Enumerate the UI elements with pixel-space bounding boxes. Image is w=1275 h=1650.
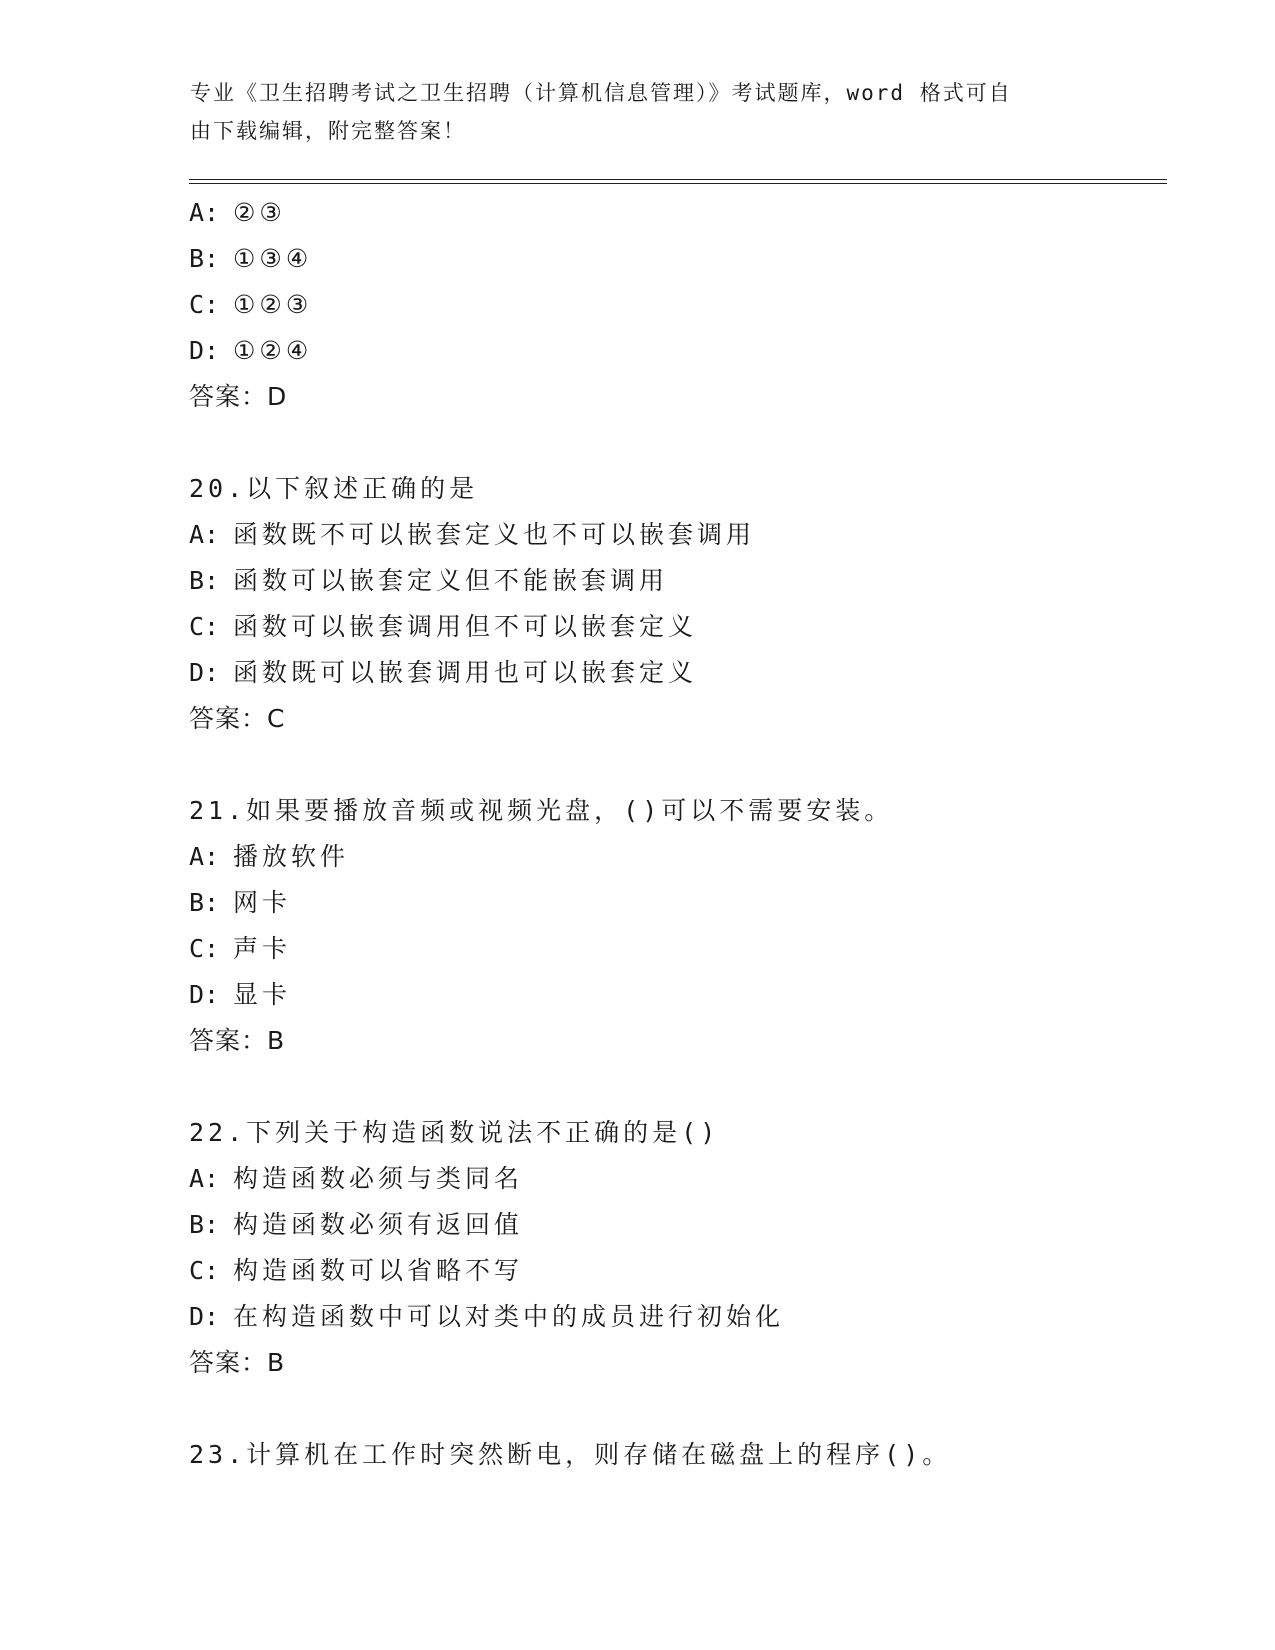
answer-line: 答案：C [189,704,286,733]
question-block-22 [189,1110,1169,1386]
document-header [190,74,1090,150]
option-d: D: ①②④ [189,336,313,365]
header-line-1: 专业《卫生招聘考试之卫生招聘（计算机信息管理）》考试题库，word 格式可自 [190,81,1012,105]
question-stem: 22.下列关于构造函数说法不正确的是() [189,1118,720,1147]
answer-line: 答案：D [189,382,288,411]
option-c: C: 函数可以嵌套调用但不可以嵌套定义 [189,612,698,641]
option-a: A: ②③ [189,198,286,227]
question-stem: 20.以下叙述正确的是 [189,474,479,503]
option-c: C: ①②③ [189,290,313,319]
option-c: C: 声卡 [189,934,292,963]
question-list [189,190,1169,1478]
answer-line: 答案：B [189,1026,286,1055]
question-block-20 [189,466,1169,742]
option-b: B: 构造函数必须有返回值 [189,1210,524,1239]
option-a: A: 构造函数必须与类同名 [189,1164,524,1193]
question-stem: 21.如果要播放音频或视频光盘，()可以不需要安装。 [189,796,894,825]
option-c: C: 构造函数可以省略不写 [189,1256,524,1285]
spacer [189,1386,1169,1432]
option-d: D: 函数既可以嵌套调用也可以嵌套定义 [189,658,698,687]
option-b: B: ①③④ [189,244,313,273]
question-stem: 23.计算机在工作时突然断电，则存储在磁盘上的程序()。 [189,1440,952,1469]
question-block-prev [189,190,1169,420]
header-line-2: 由下载编辑，附完整答案！ [190,119,466,143]
spacer [189,742,1169,788]
question-block-21 [189,788,1169,1064]
answer-line: 答案：B [189,1348,286,1377]
option-b: B: 网卡 [189,888,292,917]
option-a: A: 播放软件 [189,842,350,871]
option-d: D: 在构造函数中可以对类中的成员进行初始化 [189,1302,785,1331]
option-d: D: 显卡 [189,980,292,1009]
spacer [189,420,1169,466]
header-divider-top [189,179,1167,180]
spacer [189,1064,1169,1110]
question-block-23 [189,1432,1169,1478]
option-a: A: 函数既不可以嵌套定义也不可以嵌套调用 [189,520,756,549]
option-b: B: 函数可以嵌套定义但不能嵌套调用 [189,566,669,595]
header-divider-bottom [189,183,1167,184]
